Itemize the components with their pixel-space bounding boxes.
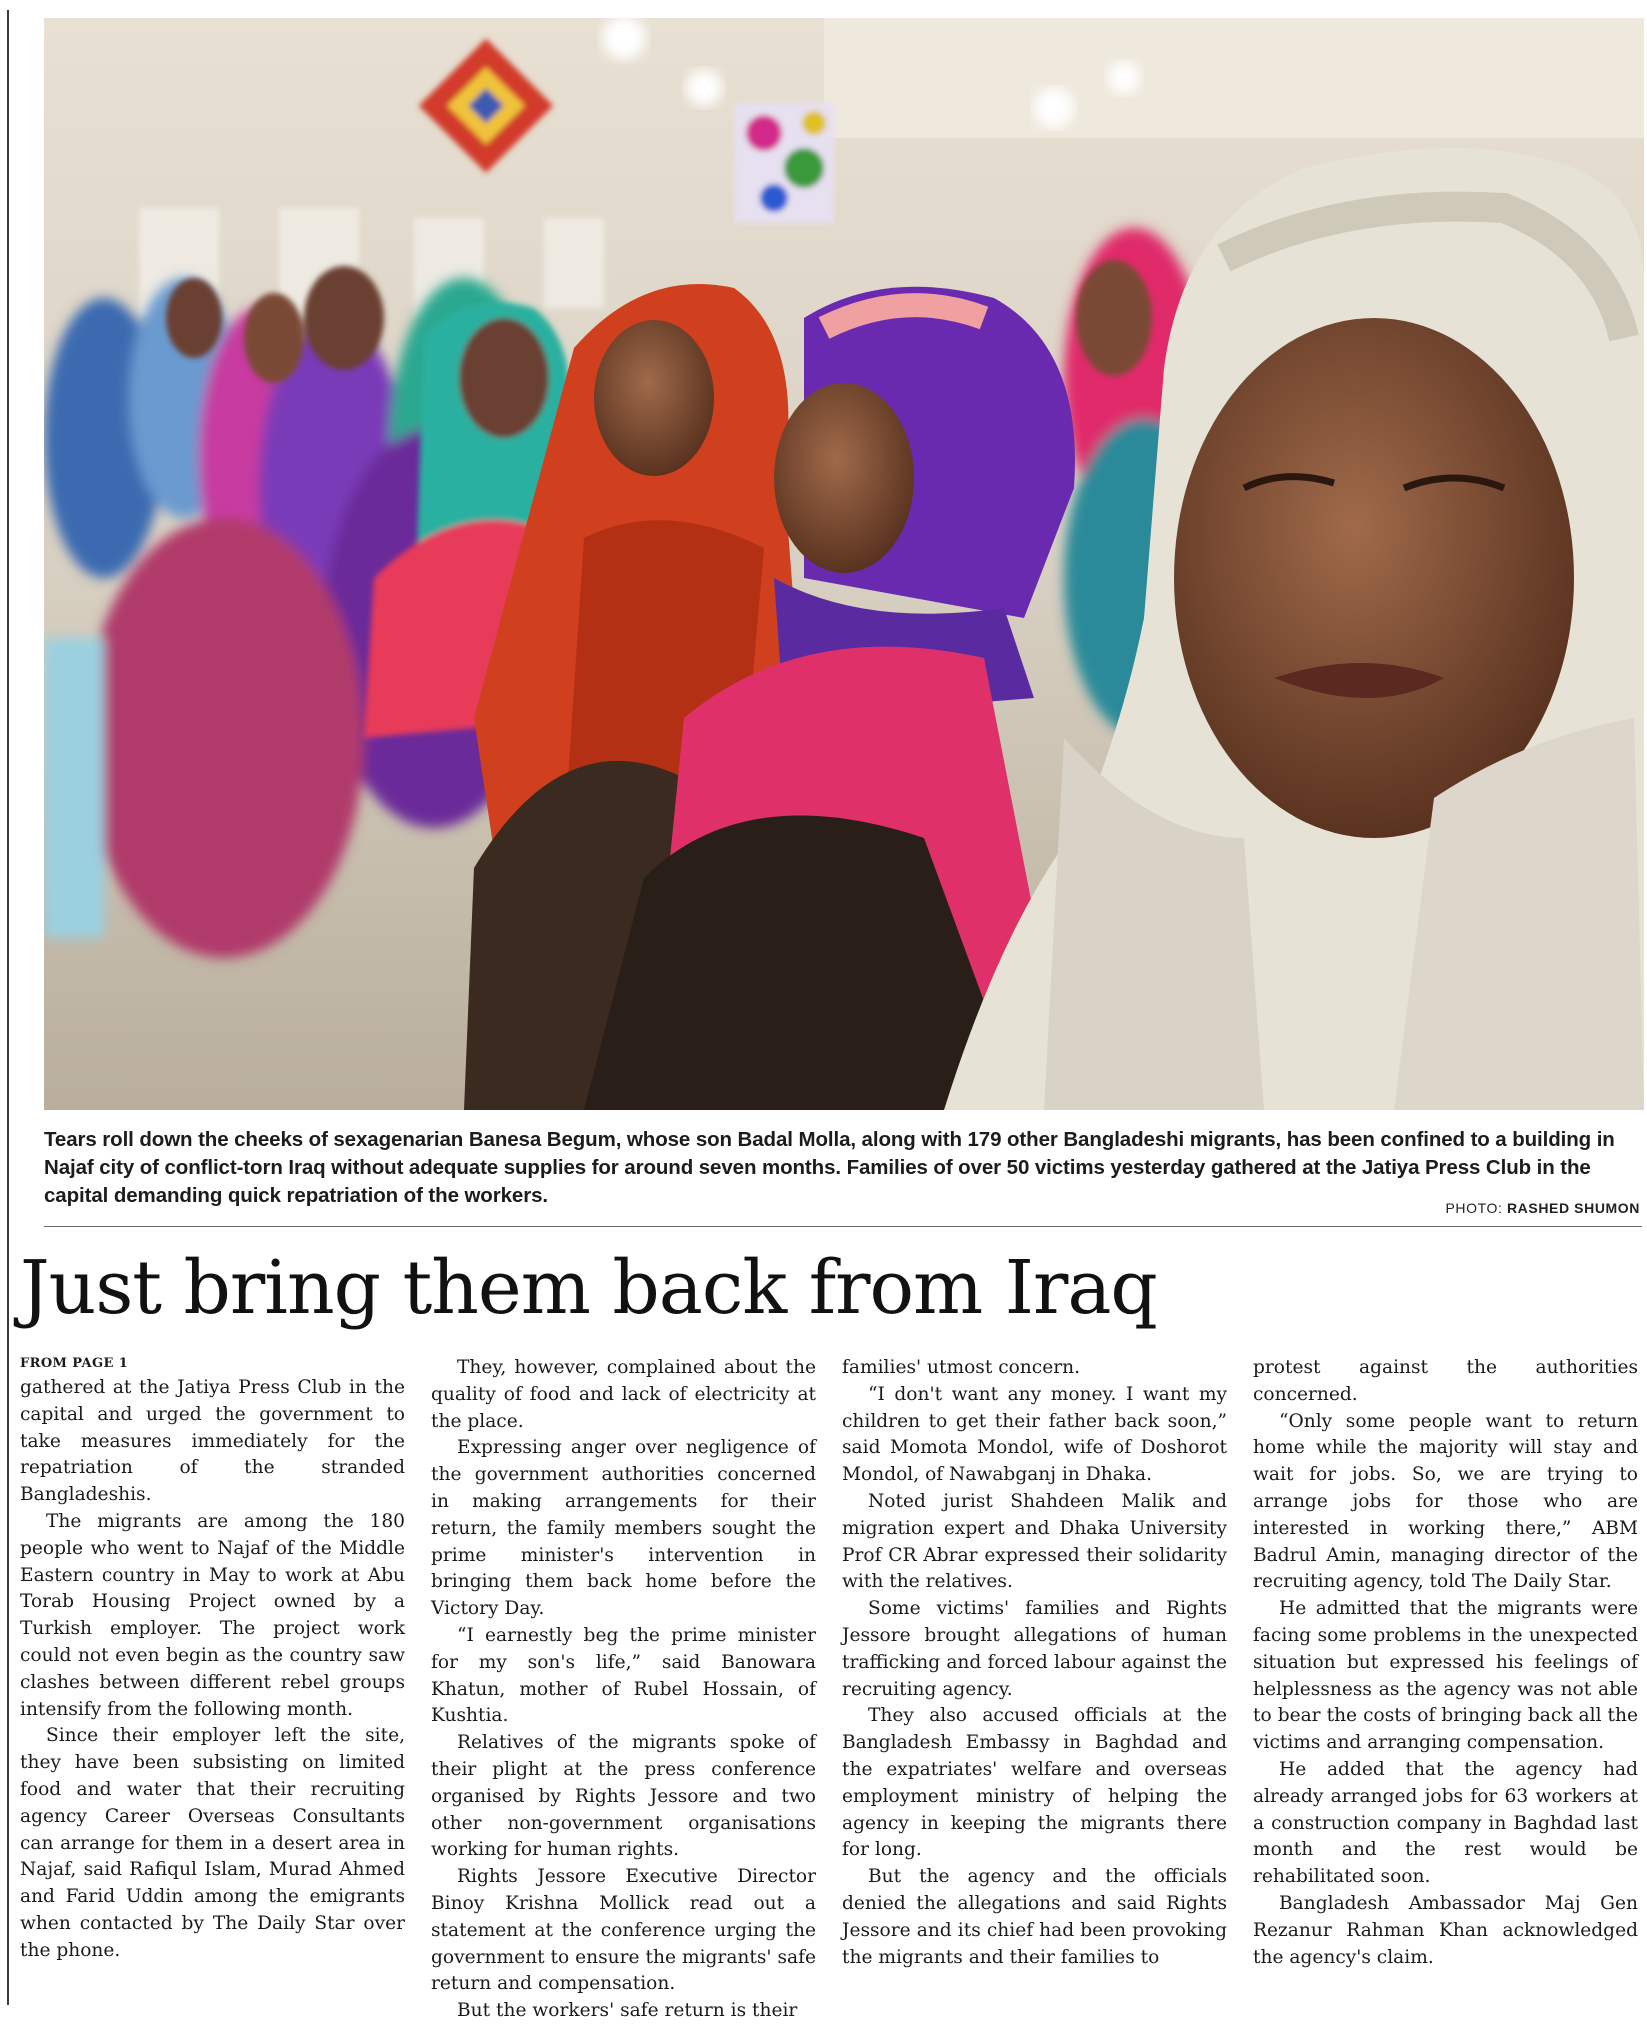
- paragraph: Bangladesh Ambassador Maj Gen Rezanur Rahman Khan acknowledged the agency's claim.: [1253, 1892, 1638, 1968]
- photo-credit: [1445, 1200, 1640, 1216]
- paragraph: They also accused officials at the Bangladesh Embassy in Baghdad and the expatriates' welfare and overseas employment ministry of helping the agency in keeping the migrants there for long.: [842, 1705, 1227, 1861]
- article-column-1: [20, 1355, 405, 1965]
- paragraph: Some victims' families and Rights Jessore brought allegations of human trafficking and forced labour against the recruiting agency.: [842, 1598, 1227, 1700]
- paragraph: families' utmost concern.: [842, 1357, 1080, 1378]
- headline: Just bring them back from Iraq: [20, 1245, 1157, 1331]
- paragraph: Since their employer left the site, they have been subsisting on limited food and water that their recruiting agency Career Overseas Consultants can arrange for them in a desert area in Najaf, said Rafiqul Islam, Murad Ahmed and Farid Uddin among the emigrants when contacted by The Daily Star over the phone.: [20, 1725, 405, 1961]
- paragraph: “Only some people want to return home while the majority will stay and wait for jobs. So, we are trying to arrange jobs for those who are interested in working there,” ABM Badrul Amin, managing director of the recruiting agency, told The Daily Star.: [1253, 1410, 1638, 1593]
- paragraph: “I earnestly beg the prime minister for my son's life,” said Banowara Khatun, mother of Rubel Hossain, of Kushtia.: [431, 1624, 816, 1727]
- article-column-4: [1253, 1355, 1638, 1971]
- photo-credit-label: PHOTO:: [1445, 1200, 1507, 1216]
- column-rule: [7, 10, 9, 2005]
- paragraph: gathered at the Jatiya Press Club in the capital and urged the government to take measures immediately for the repatriation of the stranded Bangladeshis.: [20, 1377, 405, 1506]
- divider: [44, 1226, 1642, 1227]
- paragraph: But the agency and the officials denied the allegations and said Rights Jessore and its chief had been provoking the migrants and their families to: [842, 1866, 1227, 1968]
- paragraph: “I don't want any money. I want my children to get their father back soon,” said Momota Mondol, wife of Doshorot Mondol, of Nawabganj in Dhaka.: [842, 1383, 1227, 1486]
- paragraph: He admitted that the migrants were facing some problems in the unexpected situation but expressed his feelings of helplessness as the agency was not able to bear the costs of bringing back all the victims and arranging compensation.: [1253, 1598, 1638, 1754]
- paragraph: protest against the authorities concerned.: [1253, 1357, 1638, 1405]
- paragraph: He added that the agency had already arranged jobs for 63 workers at a construction company in Baghdad last month and the rest would be rehabilitated soon.: [1253, 1758, 1638, 1888]
- news-photo: [44, 18, 1644, 1110]
- photo-caption: Tears roll down the cheeks of sexagenarian Banesa Begum, whose son Badal Molla, along with 179 other Bangladeshi migrants, has been confined to a building in Najaf city of conflict-torn Iraq without adequate supplies for around seven months. Families of over 50 victims yesterday gathered at the Jatiya Press Club in the capital demanding quick repatriation of the workers.: [44, 1128, 1615, 1207]
- paragraph: They, however, complained about the quality of food and lack of electricity at the place.: [431, 1357, 816, 1432]
- paragraph: Rights Jessore Executive Director Binoy Krishna Mollick read out a statement at the conference urging the government to ensure the migrants' safe return and compensation.: [431, 1866, 816, 1995]
- paragraph: Relatives of the migrants spoke of their plight at the press conference organised by Rights Jessore and two other non-government organisations working for human rights.: [431, 1732, 816, 1861]
- paragraph: Expressing anger over negligence of the government authorities concerned in making arrangements for their return, the family members sought the prime minister's intervention in bringing them back home before the Victory Day.: [431, 1437, 816, 1620]
- article-column-3: [842, 1355, 1227, 1971]
- paragraph: The migrants are among the 180 people who went to Najaf of the Middle Eastern country in May to work at Abu Torab Housing Project owned by a Turkish employer. The project work could not even begin as the country saw clashes between different rebel groups intensify from the following month.: [20, 1510, 405, 1720]
- photographer-name: RASHED SHUMON: [1506, 1200, 1640, 1216]
- article-column-2: [431, 1355, 816, 2025]
- photo-illustration: [44, 18, 1644, 1110]
- jump-kicker: FROM PAGE 1: [20, 1356, 129, 1371]
- paragraph: Noted jurist Shahdeen Malik and migration expert and Dhaka University Prof CR Abrar expressed their solidarity with the relatives.: [842, 1490, 1227, 1593]
- paragraph: But the workers' safe return is their: [457, 2000, 798, 2022]
